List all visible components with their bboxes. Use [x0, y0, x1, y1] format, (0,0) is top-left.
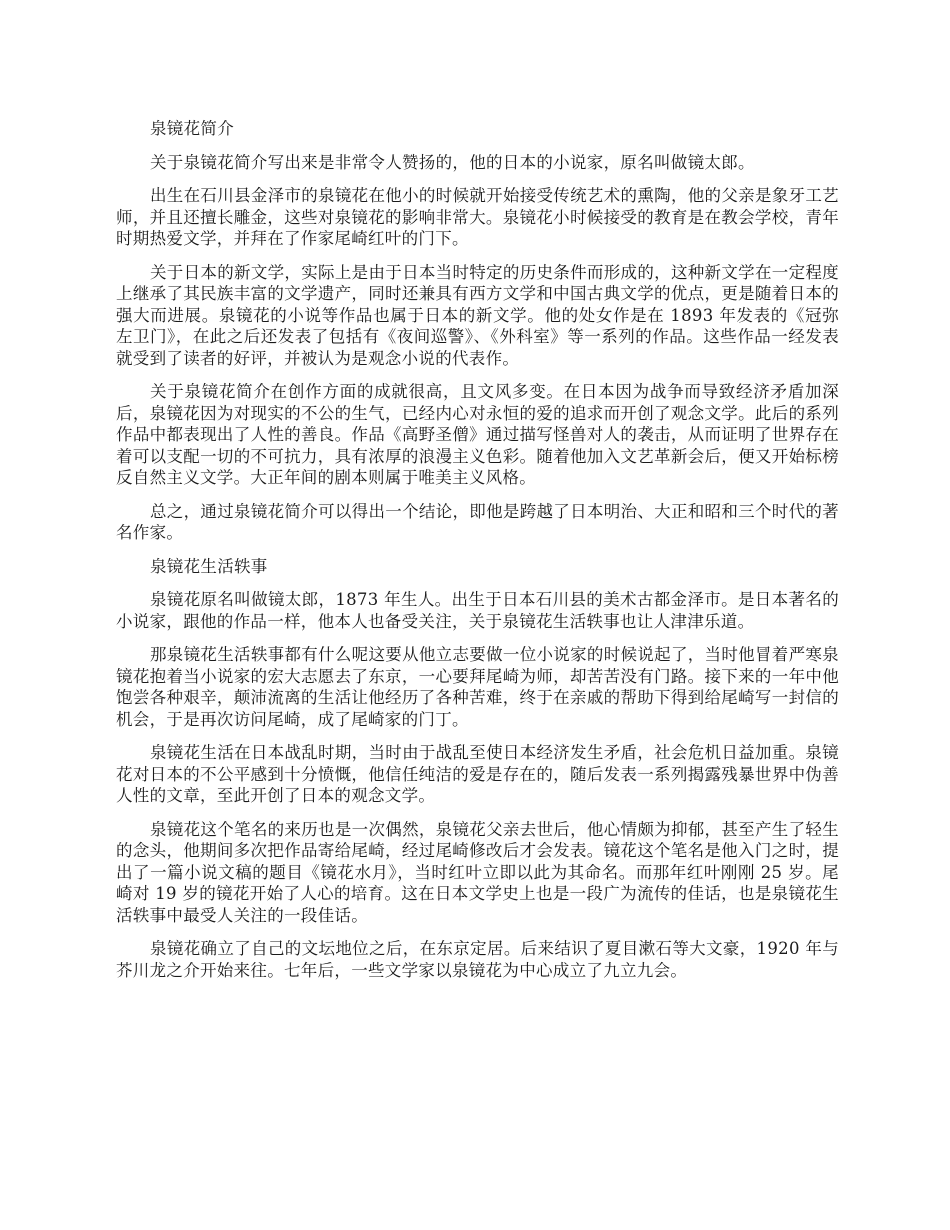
- paragraph-9: 泉镜花这个笔名的来历也是一次偶然，泉镜花父亲去世后，他心情颇为抑郁，甚至产生了轻生的念头，他期间多次把作品寄给尾崎，经过尾崎修改后才会发表。镜花这个笔名是他入门之时，提出了一篇小说文稿的题目《镜花水月》，当时红叶立即以此为其命名。而那年红叶刚刚 25 岁。尾崎对 19 岁的镜花开始了人心的培育。这在日本文学史上也是一段广为流传的佳话，也是泉镜花生活轶事中最受人关注的一段佳话。: [116, 819, 839, 925]
- paragraph-7: 那泉镜花生活轶事都有什么呢这要从他立志要做一位小说家的时候说起了，当时他冒着严寒泉镜花抱着当小说家的宏大志愿去了东京，一心要拜尾崎为师，却苦苦没有门路。接下来的一年中他饱尝各种艰辛，颠沛流离的生活让他经历了各种苦难，终于在亲戚的帮助下得到给尾崎写一封信的机会，于是再次访问尾崎，成了尾崎家的门丁。: [116, 645, 839, 729]
- document-body: [116, 118, 839, 993]
- paragraph-3: 关于日本的新文学，实际上是由于日本当时特定的历史条件而形成的，这种新文学在一定程度上继承了其民族丰富的文学遗产，同时还兼具有西方文学和中国古典文学的优点，更是随着日本的强大而进展。泉镜花的小说等作品也属于日本的新文学。他的处女作是在 1893 年发表的《冠弥左卫门》，在此之后还发表了包括有《夜间巡警》、《外科室》等一系列的作品。这些作品一经发表就受到了读者的好评，并被认为是观念小说的代表作。: [116, 262, 839, 368]
- section-heading-intro: 泉镜花简介: [150, 119, 234, 138]
- paragraph-1: 关于泉镜花简介写出来是非常令人赞扬的，他的日本的小说家，原名叫做镜太郎。: [150, 152, 755, 172]
- paragraph-5: 总之，通过泉镜花简介可以得出一个结论，即他是跨越了日本明治、大正和昭和三个时代的著名作家。: [116, 501, 839, 542]
- paragraph-6: 泉镜花原名叫做镜太郎，1873 年生人。出生于日本石川县的美术古都金泽市。是日本著名的小说家，跟他的作品一样，他本人也备受关注，关于泉镜花生活轶事也让人津津乐道。: [116, 590, 839, 631]
- section-heading-life: 泉镜花生活轶事: [150, 556, 268, 576]
- paragraph-10: 泉镜花确立了自己的文坛地位之后，在东京定居。后来结识了夏目漱石等大文豪，1920 年与芥川龙之介开始来往。七年后，一些文学家以泉镜花为中心成立了九立九会。: [116, 939, 839, 980]
- paragraph-8: 泉镜花生活在日本战乱时期，当时由于战乱至使日本经济发生矛盾，社会危机日益加重。泉镜花对日本的不公平感到十分愤慨，他信任纯洁的爱是存在的，随后发表一系列揭露残暴世界中伪善人性的文章，至此开创了日本的观念文学。: [116, 743, 839, 805]
- paragraph-2: 出生在石川县金泽市的泉镜花在他小的时候就开始接受传统艺术的熏陶，他的父亲是象牙工艺师，并且还擅长雕金，这些对泉镜花的影响非常大。泉镜花小时候接受的教育是在教会学校，青年时期热爱文学，并拜在了作家尾崎红叶的门下。: [116, 186, 839, 248]
- paragraph-4: 关于泉镜花简介在创作方面的成就很高，且文风多变。在日本因为战争而导致经济矛盾加深后，泉镜花因为对现实的不公的生气，已经内心对永恒的爱的追求而开创了观念文学。此后的系列作品中都表现出了人性的善良。作品《高野圣僧》通过描写怪兽对人的袭击，从而证明了世界存在着可以支配一切的不可抗力，具有浓厚的浪漫主义色彩。随着他加入文艺革新会后，便又开始标榜反自然主义文学。大正年间的剧本则属于唯美主义风格。: [116, 382, 839, 487]
